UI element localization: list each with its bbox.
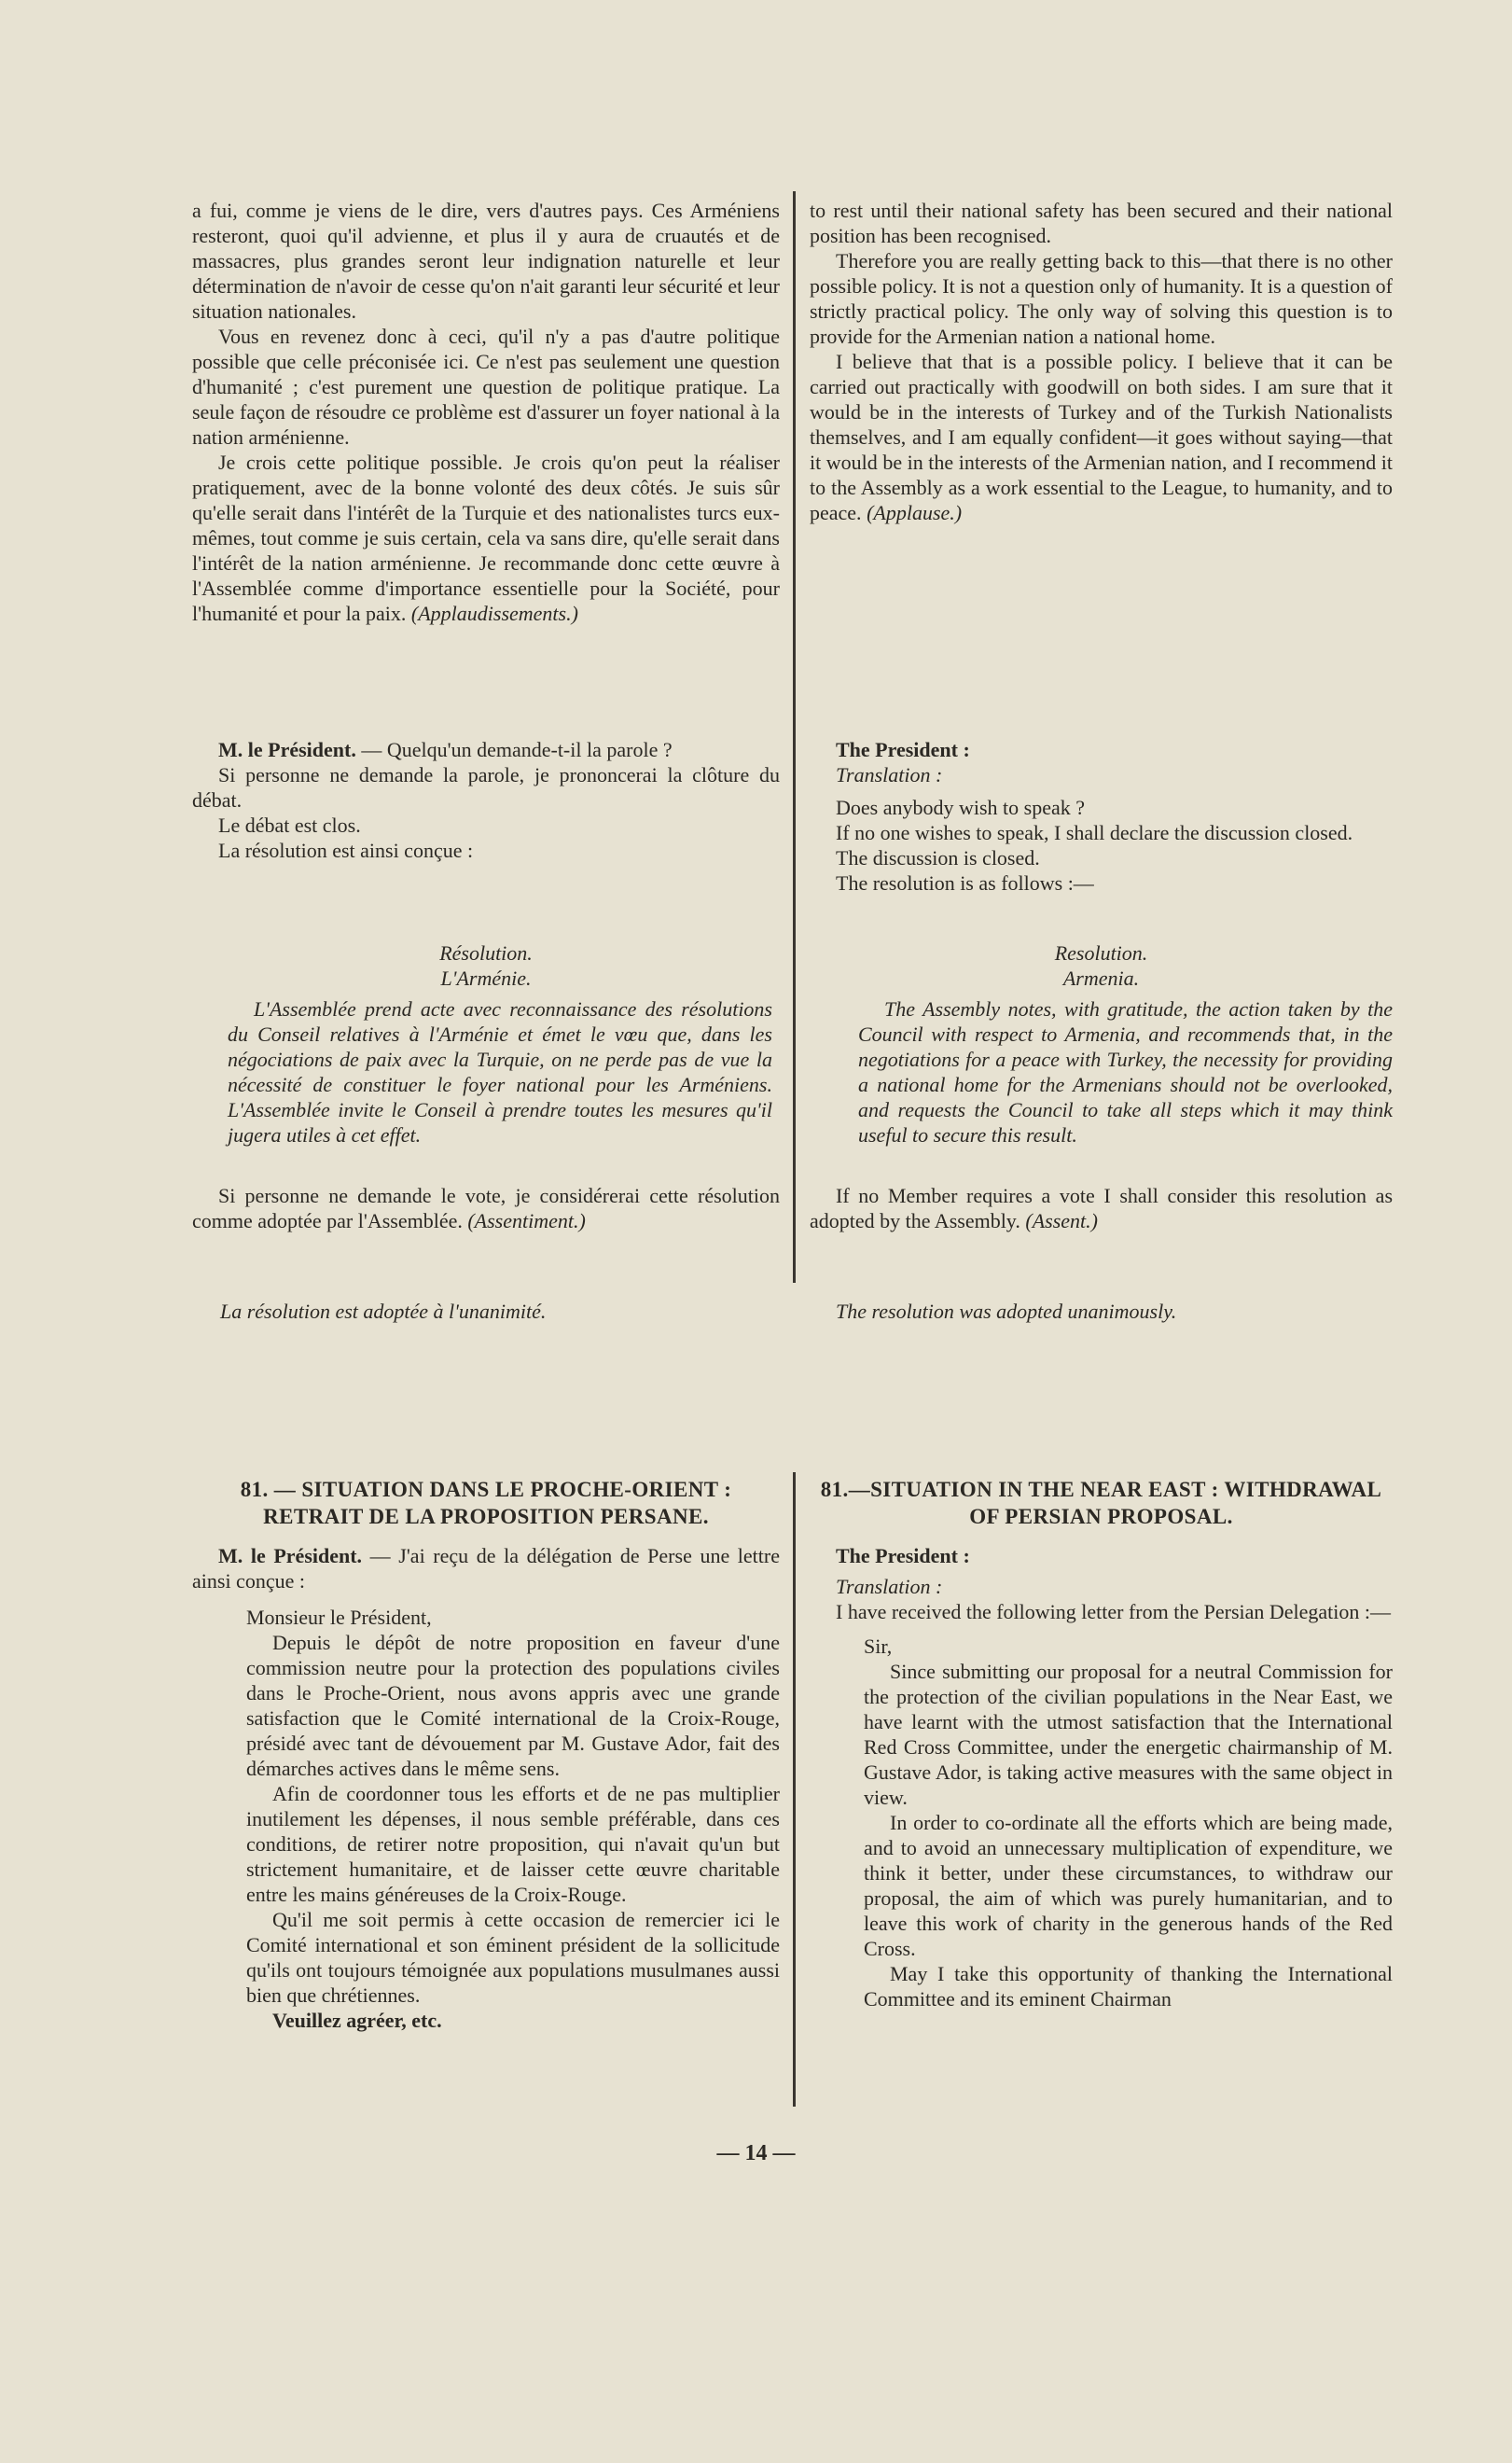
fr-intro-paragraph: a fui, comme je viens de le dire, vers d'autres pays. Ces Arméniens resteront, quoi qu'il advienne, et plus il y aura de cruautés et de massacres, plus grandes seront leur indignation naturelle et leur détermination de n'avoir de cesse qu'on n'ait garanti leur sécurité et leur situation nationales. (192, 199, 780, 323)
fr-letter-salutation: Monsieur le Président, (246, 1606, 432, 1629)
en-letter (810, 1634, 1393, 2011)
en-letter-p2: In order to co-ordinate all the efforts which are being made, and to avoid an unnecessary multiplication of expenditure, we think it better, under these circumstances, to withdraw our proposal, the aim of which was purely humanitarian, and to leave this work of charity in the generous hands of the Red Cross. (864, 1811, 1393, 1960)
en-president-line-2: If no one wishes to speak, I shall declare the discussion closed. (836, 821, 1353, 844)
english-section-block (810, 1476, 1393, 2011)
fr-president-line-4: La résolution est ainsi conçue : (218, 839, 474, 862)
fr-applause: (Applaudissements.) (410, 602, 578, 625)
en-resolution-heading: Resolution. (1054, 941, 1148, 965)
en-translation-label: Translation : (836, 763, 943, 786)
en-vote-text: If no Member requires a vote I shall consider this resolution as adopted by the Assembly. (Assent.) (810, 1184, 1393, 1232)
fr-president-letter-intro: M. le Président. — J'ai reçu de la délégation de Perse une lettre ainsi conçue : (192, 1544, 781, 1593)
fr-president-line-2: Si personne ne demande la parole, je prononcerai la clôture du débat. (192, 763, 780, 812)
en-letter-p3: May I take this opportunity of thanking the International Committee and its eminent Chairman (864, 1962, 1393, 2011)
column-rule-top (793, 191, 796, 1283)
en-adopted: The resolution was adopted unanimously. (836, 1300, 1177, 1323)
en-president-label-2: The President : (836, 1544, 970, 1567)
fr-letter-p1: Depuis le dépôt de notre proposition en faveur d'une commission neutre pour la protection des populations civiles dans le Proche-Orient, nous avons appris avec une grande satisfaction que le Comité international de la Croix-Rouge, présidé avec tant de dévouement par M. Gustave Ador, fait des démarches actives dans le même sens. (246, 1631, 780, 1780)
french-adopted-block (192, 1299, 780, 1324)
en-letter-salutation: Sir, (864, 1635, 893, 1658)
en-letter-p1: Since submitting our proposal for a neutral Commission for the protection of the civilian populations in the Near East, we have learnt with the utmost satisfaction that the International Red Cross Committee, under the energetic chairmanship of M. Gustave Ador, is taking active measures with the same object in view. (864, 1660, 1393, 1809)
en-president-letter-intro: I have received the following letter from the Persian Delegation :— (836, 1600, 1392, 1623)
fr-letter-close: Veuillez agréer, etc. (272, 2009, 442, 2032)
fr-president-label: M. le Président. (218, 738, 356, 761)
en-paragraph-3: I believe that that is a possible policy. I believe that it can be carried out practically with goodwill on both sides. I am sure that it would be in the interests of Turkey and of the Turkish Nationalists themselves, and I am equally confident—it goes without saying—that it would be in the interests of the Armenian nation, and I recommend it to the Assembly as a work essential to the League, to humanity, and to peace. (Applause.) (810, 350, 1393, 524)
french-top-block (192, 198, 780, 626)
french-resolution-block (192, 940, 780, 1148)
fr-letter (192, 1605, 780, 2033)
en-resolution-text: The Assembly notes, with gratitude, the action taken by the Council with respect to Armenia, and recommends that, in the negotiations for a peace with Turkey, the necessity for providing a national home for the Armenians should not be overlooked, and requests the Council to take all steps which it may think useful to secure this result. (858, 997, 1393, 1147)
en-intro-paragraph: to rest until their national safety has been secured and their national position has been recognised. (810, 199, 1393, 247)
fr-president-question: M. le Président. — Quelqu'un demande-t-il la parole ? (218, 738, 673, 761)
fr-president-label-2: M. le Président. (218, 1544, 363, 1567)
fr-resolution-heading: Résolution. (439, 941, 533, 965)
en-president-line-3: The discussion is closed. (836, 846, 1040, 870)
english-resolution-block (810, 940, 1393, 1148)
french-vote-block (192, 1183, 780, 1233)
en-president-label: The President : (836, 738, 970, 761)
en-section-heading: 81.—SITUATION IN THE NEAR EAST : WITHDRAWAL OF PERSIAN PROPOSAL. (820, 1478, 1382, 1528)
fr-adopted: La résolution est adoptée à l'unanimité. (220, 1300, 547, 1323)
fr-president-line-3: Le débat est clos. (218, 814, 361, 837)
fr-assent: (Assentiment.) (467, 1209, 586, 1232)
fr-resolution-text: L'Assemblée prend acte avec reconnaissance des résolutions du Conseil relatives à l'Arménie et émet le vœu que, dans les négociations de paix avec la Turquie, on ne perde pas de vue la nécessité de constituer le foyer national pour les Arméniens. L'Assemblée invite le Conseil à prendre toutes les mesures qu'il jugera utiles à cet effet. (228, 997, 772, 1147)
fr-vote-text: Si personne ne demande le vote, je considérerai cette résolution comme adoptée par l'Assemblée. (Assentiment.) (192, 1184, 780, 1232)
en-president-line-4: The resolution is as follows :— (836, 871, 1094, 895)
en-paragraph-2: Therefore you are really getting back to this—that there is no other possible policy. It is not a question only of humanity. It is a question of strictly practical policy. The only way of solving this question is to provide for the Armenian nation a national home. (810, 249, 1393, 348)
french-president-block (192, 737, 780, 863)
fr-section-heading: 81. — SITUATION DANS LE PROCHE-ORIENT : RETRAIT DE LA PROPOSITION PERSANE. (240, 1478, 732, 1528)
fr-resolution-subheading: L'Arménie. (440, 967, 532, 990)
english-vote-block (810, 1183, 1393, 1233)
en-president-question: Does anybody wish to speak ? (836, 796, 1086, 819)
english-president-block (810, 737, 1393, 896)
english-top-block (810, 198, 1393, 525)
column-rule-bottom (793, 1472, 796, 2107)
fr-letter-p2: Afin de coordonner tous les efforts et de ne pas multiplier inutilement les dépenses, il nous semble préférable, dans ces conditions, de retirer notre proposition, qui n'avait qu'un but strictement humanitaire, et de laisser cette œuvre charitable entre les mains généreuses de la Croix-Rouge. (246, 1782, 780, 1906)
page-number: — 14 — (716, 2141, 796, 2165)
french-section-block (192, 1476, 780, 2033)
english-adopted-block (810, 1299, 1393, 1324)
fr-letter-p3: Qu'il me soit permis à cette occasion de remercier ici le Comité international et son éminent président de la sollicitude qu'ils ont toujours témoignée aux populations musulmanes aussi bien que chrétiennes. (246, 1908, 780, 2007)
fr-paragraph-2: Vous en revenez donc à ceci, qu'il n'y a pas d'autre politique possible que celle préconisée ici. Ce n'est pas seulement une question d'humanité ; c'est purement une question de politique pratique. La seule façon de résoudre ce problème est d'assurer un foyer national à la nation arménienne. (192, 325, 780, 449)
en-assent: (Assent.) (1025, 1209, 1098, 1232)
en-applause: (Applause.) (867, 501, 963, 524)
en-translation-label-2: Translation : (836, 1575, 943, 1598)
fr-paragraph-3: Je crois cette politique possible. Je crois qu'on peut la réaliser pratiquement, avec de la bonne volonté des deux côtés. Je suis sûr qu'elle serait dans l'intérêt de la Turquie et des nationalistes turcs eux-mêmes, tout comme je suis certain, cela va sans dire, qu'elle serait dans l'intérêt de la nation arménienne. Je recommande donc cette œuvre à l'Assemblée comme d'importance essentielle pour la Société, pour l'humanité et pour la paix. (Applaudissements.) (192, 451, 780, 625)
en-resolution-subheading: Armenia. (1062, 967, 1140, 990)
